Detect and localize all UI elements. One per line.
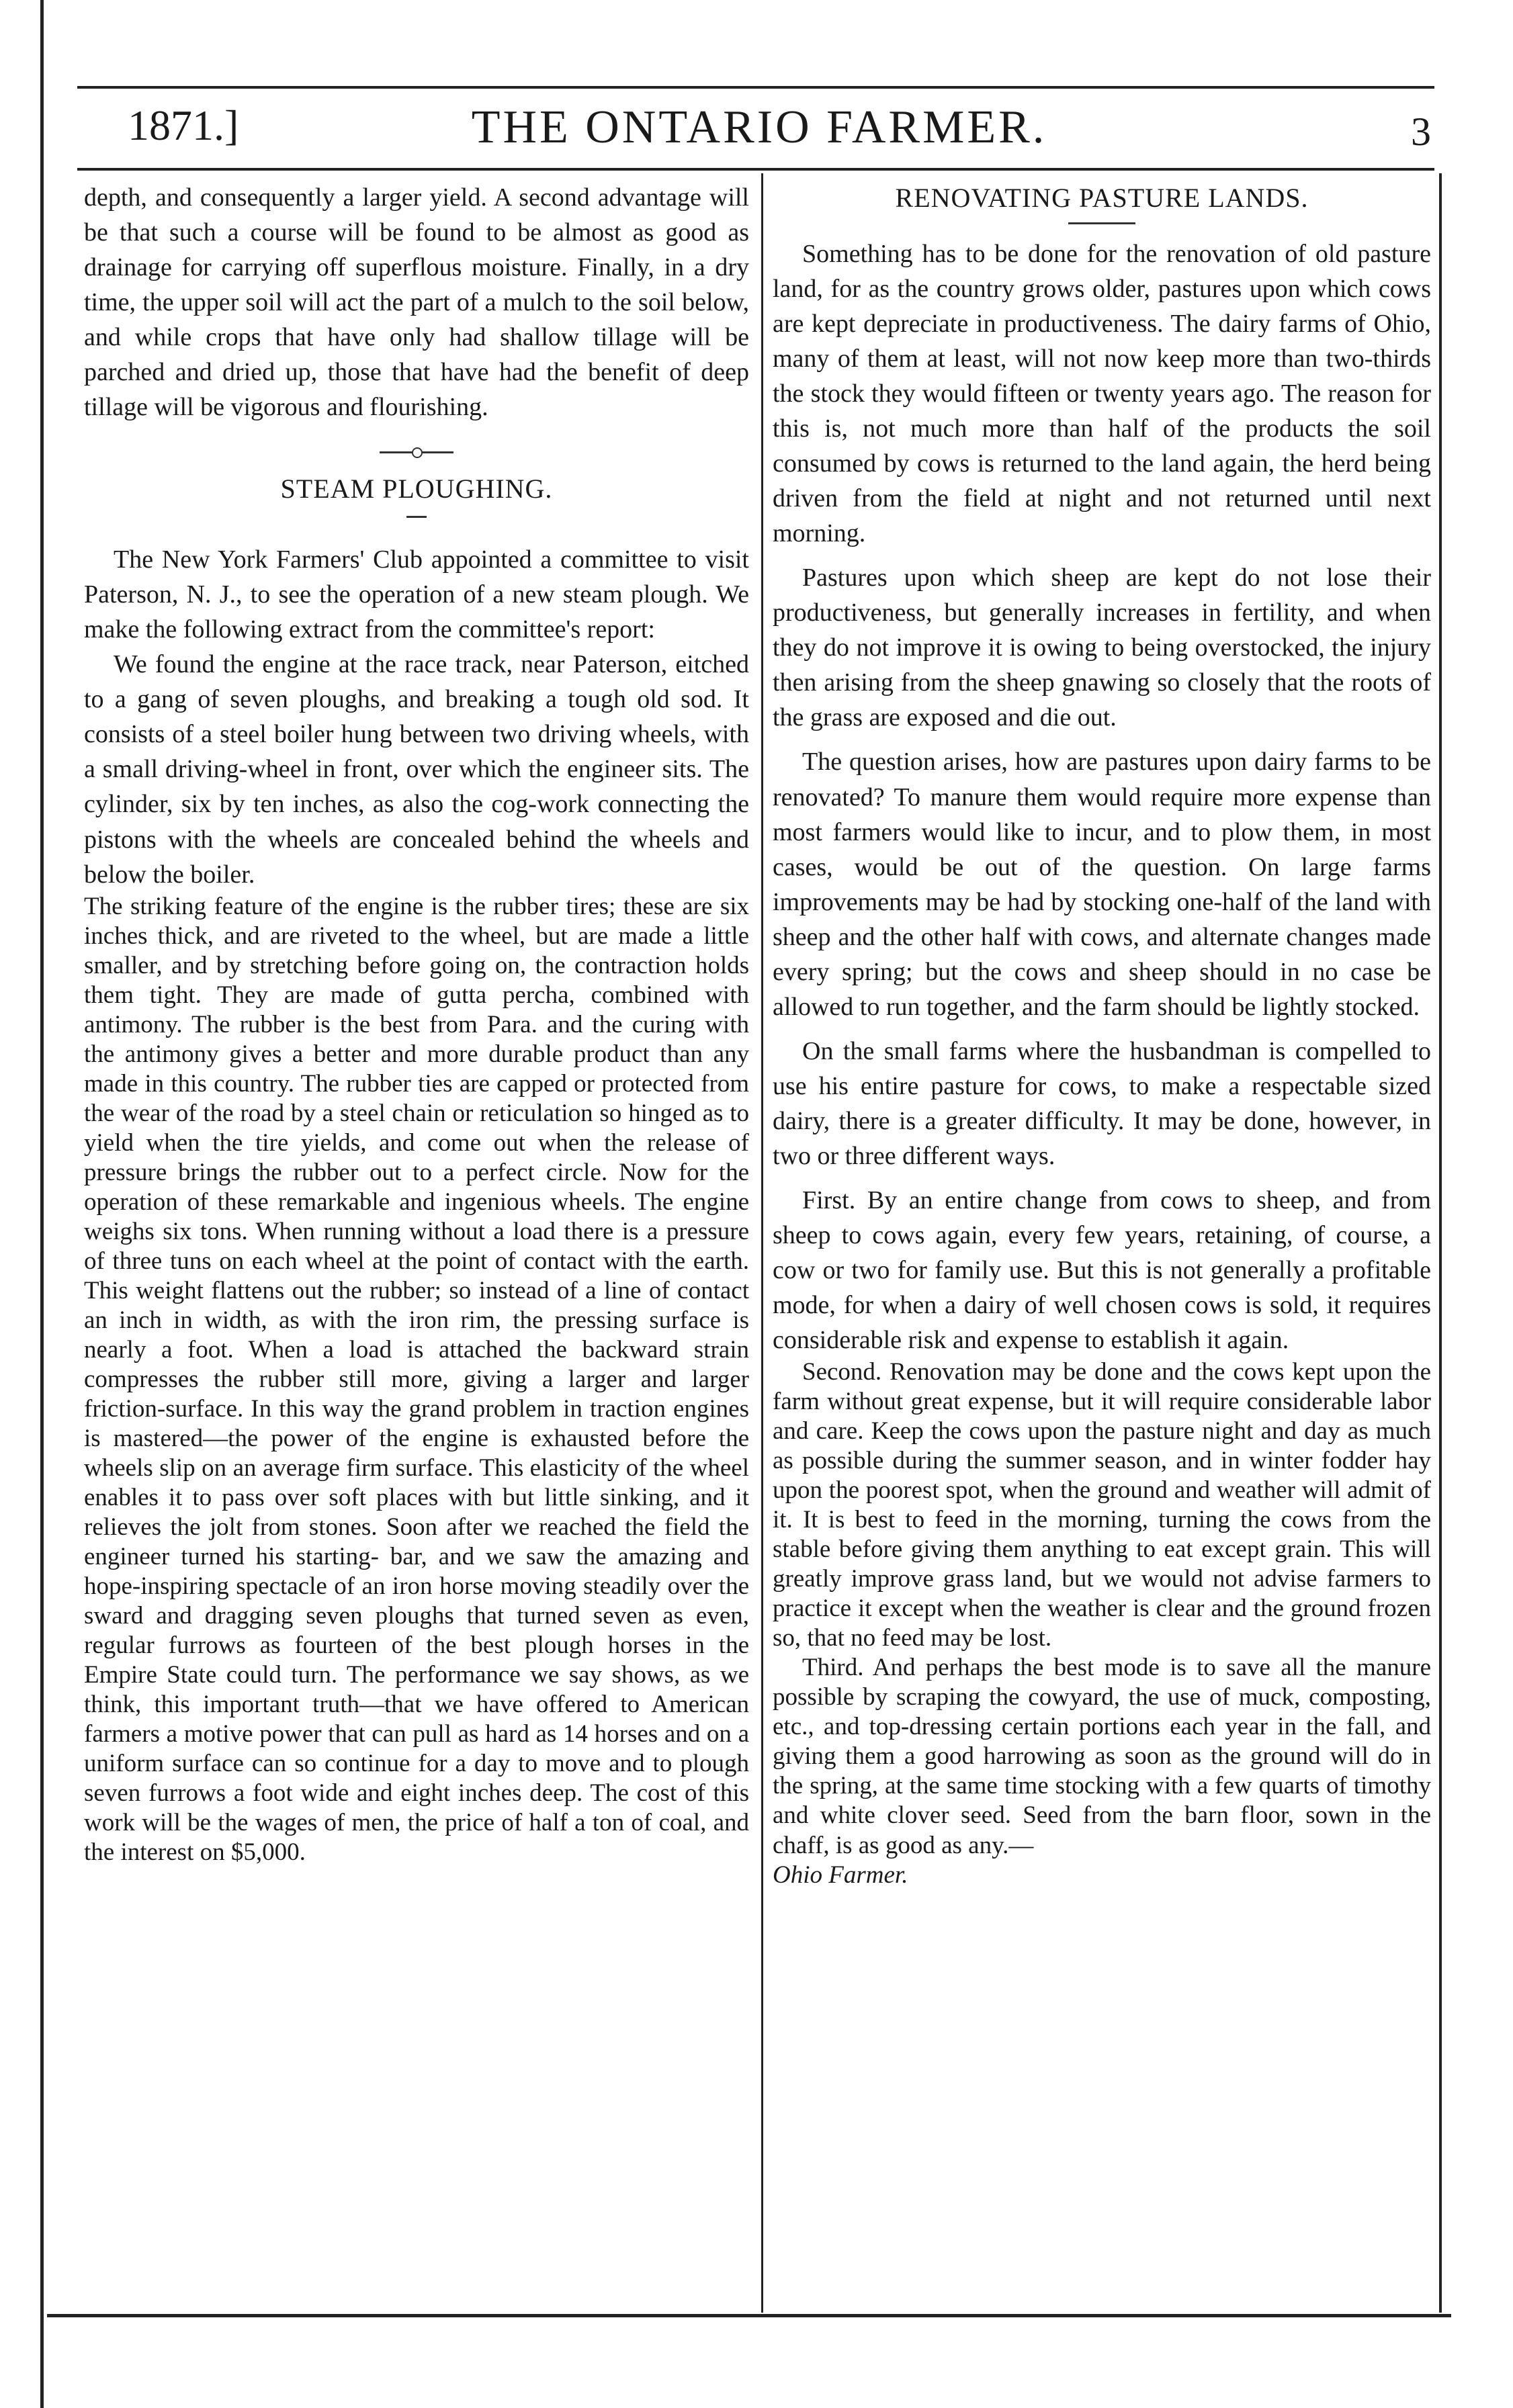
renovating-paragraph-6: Second. Renovation may be done and the cows kept upon the farm without great expense, but it will require considerable labor and care. Keep the cows upon the pasture night and day as much as possible during the summer season, and in winter fodder hay upon the poorest spot, when the ground and weather will admit of it. It is best to feed in the morning, turning the cows from the stable before giving them anything to eat except grain. This will greatly improve grass land, but we would not advise farmers to practice it except when the weather is clear and the ground frozen so, that no feed may be lost. (773, 1358, 1431, 1652)
header-rule (77, 168, 1434, 171)
renovating-paragraph-7: Third. And perhaps the best mode is to save all the manure possible by scraping the cowyard, the use of muck, composting, etc., and top-dressing certain portions each year in the fall, and giving them a good harrowing as soon as the ground will do in the spring, at the same time stocking with a few quarts of timothy and white clover seed. Seed from the barn floor, sown in the chaff, is as good as any.— (773, 1654, 1431, 1859)
renovating-paragraph-5: First. By an entire change from cows to sheep, and from sheep to cows again, every few years, retaining, of course, a cow or two for family use. But this is not generally a profitable mode, for when a dairy of well chosen cows is sold, it requires considerable risk and expense to establish it again. (773, 1186, 1431, 1355)
page-edge-rule (40, 0, 44, 2408)
renovating-paragraph-1: Something has to be done for the renovation of old pasture land, for as the country grows older, pastures upon which cows are kept depreciate in productiveness. The dairy farms of Ohio, many of them at least, will not now keep more than two-thirds the stock they would fifteen or twenty years ago. The reason for this is, not much more than half of the products the soil consumed by cows is returned to the land again, the herd being driven from the field at night and not returned until next morning. (773, 239, 1431, 548)
steam-paragraph-2: We found the engine at the race track, near Paterson, eitched to a gang of seven ploughs, and breaking a tough old sod. It consists of a steel boiler hung between two driving wheels, with a small driving-wheel in front, over which the engineer sits. The cylinder, six by ten inches, as also the cog-work connecting the pistons with the wheels are concealed behind the wheels and below the boiler. (84, 650, 749, 889)
steam-paragraph-3: The striking feature of the engine is the rubber tires; these are six inches thick, and are riveted to the wheel, but are made a little smaller, and by stretching before going on, the contraction holds them tight. They are made of gutta percha, combined with antimony. The rubber is the best from Para. and the curing with the antimony gives a better and more durable product than any made in this country. The rubber ties are capped or protected from the wear of the road by a steel chain or reticulation so hinged as to yield when the tire yields, and come out when the release of pressure brings the rubber out to a perfect circle. Now for the operation of these remarkable and ingenious wheels. The engine weighs six tons. When running without a load there is a pressure of three tuns on each wheel at the point of contact with the earth. This weight flattens out the rubber; so instead of a line of contact an inch in width, as with the iron rim, the pressing surface is nearly a foot. When a load is attached the backward strain compresses the rubber still more, giving a larger and larger friction-surface. In this way the grand problem in traction engines is mastered—the power of the engine is exhausted before the wheels slip on an average firm surface. This elasticity of the wheel enables it to pass over soft places with but little sinking, and it relieves the jolt from stones. Soon after we reached the field the engineer turned his starting- bar, and we saw the amazing and hope-inspiring spectacle of an iron horse moving steadily over the sward and dragging seven ploughs that turned seven as even, regular furrows as fourteen of the best plough horses in the Empire State could turn. The performance we say shows, as we think, this important truth—that we have offered to American farmers a motive power that can pull as hard as 14 horses and on a uniform surface can so continue for a day to move and to plough seven furrows a foot wide and eight inches deep. The cost of this work will be the wages of men, the price of half a ton of coal, and the interest on $5,000. (84, 892, 749, 1867)
steam-ploughing-heading: STEAM PLOUGHING. (280, 474, 553, 504)
renovating-paragraph-3: The question arises, how are pastures upon dairy farms to be renovated? To manure them would require more expense than most farmers would like to incur, and to plow them, in most cases, would be out of the question. On large farms improvements may be had by stocking one-half of the land with sheep and the other half with cows, and alternate changes made every spring; but the cows and sheep should in no case be allowed to run together, and the farm should be lightly stocked. (773, 748, 1431, 1021)
section-divider (380, 451, 453, 453)
right-column (773, 180, 1431, 1890)
left-column (84, 180, 749, 1867)
intro-paragraph: depth, and consequently a larger yield. A second advantage will be that such a course will be found to be almost as good as drainage for carrying off superflous moisture. Finally, in a dry time, the upper soil will act the part of a mulch to the soil below, and while crops that have only had shallow tillage will be parched and dried up, those that have had the benefit of deep tillage will be vigorous and flourishing. (84, 183, 749, 422)
right-border-rule (1439, 173, 1442, 2313)
column-divider (761, 173, 763, 2313)
renovating-heading: RENOVATING PASTURE LANDS. (895, 183, 1309, 213)
source-credit: Ohio Farmer. (773, 1861, 908, 1889)
steam-paragraph-1: The New York Farmers' Club appointed a committee to visit Paterson, N. J., to see the operation of a new steam plough. We make the following extract from the committee's report: (84, 545, 749, 644)
publication-title: THE ONTARIO FARMER. (471, 101, 1047, 153)
bottom-rule (47, 2314, 1451, 2317)
renovating-paragraph-2: Pastures upon which sheep are kept do not lose their productiveness, but generally increases in fertility, and when they do not improve it is owing to being overstocked, the injury then arising from the sheep gnawing so closely that the roots of the grass are exposed and die out. (773, 564, 1431, 732)
page-number: 3 (1411, 109, 1431, 154)
heading-dash (406, 516, 427, 518)
page-header (74, 101, 1444, 161)
renovating-paragraph-4: On the small farms where the husbandman is compelled to use his entire pasture for cows, to make a respectable sized dairy, there is a greater difficulty. It may be done, however, in two or three different ways. (773, 1036, 1431, 1170)
top-rule (77, 86, 1434, 89)
heading-rule (1068, 222, 1135, 224)
issue-year: 1871.] (128, 101, 239, 149)
